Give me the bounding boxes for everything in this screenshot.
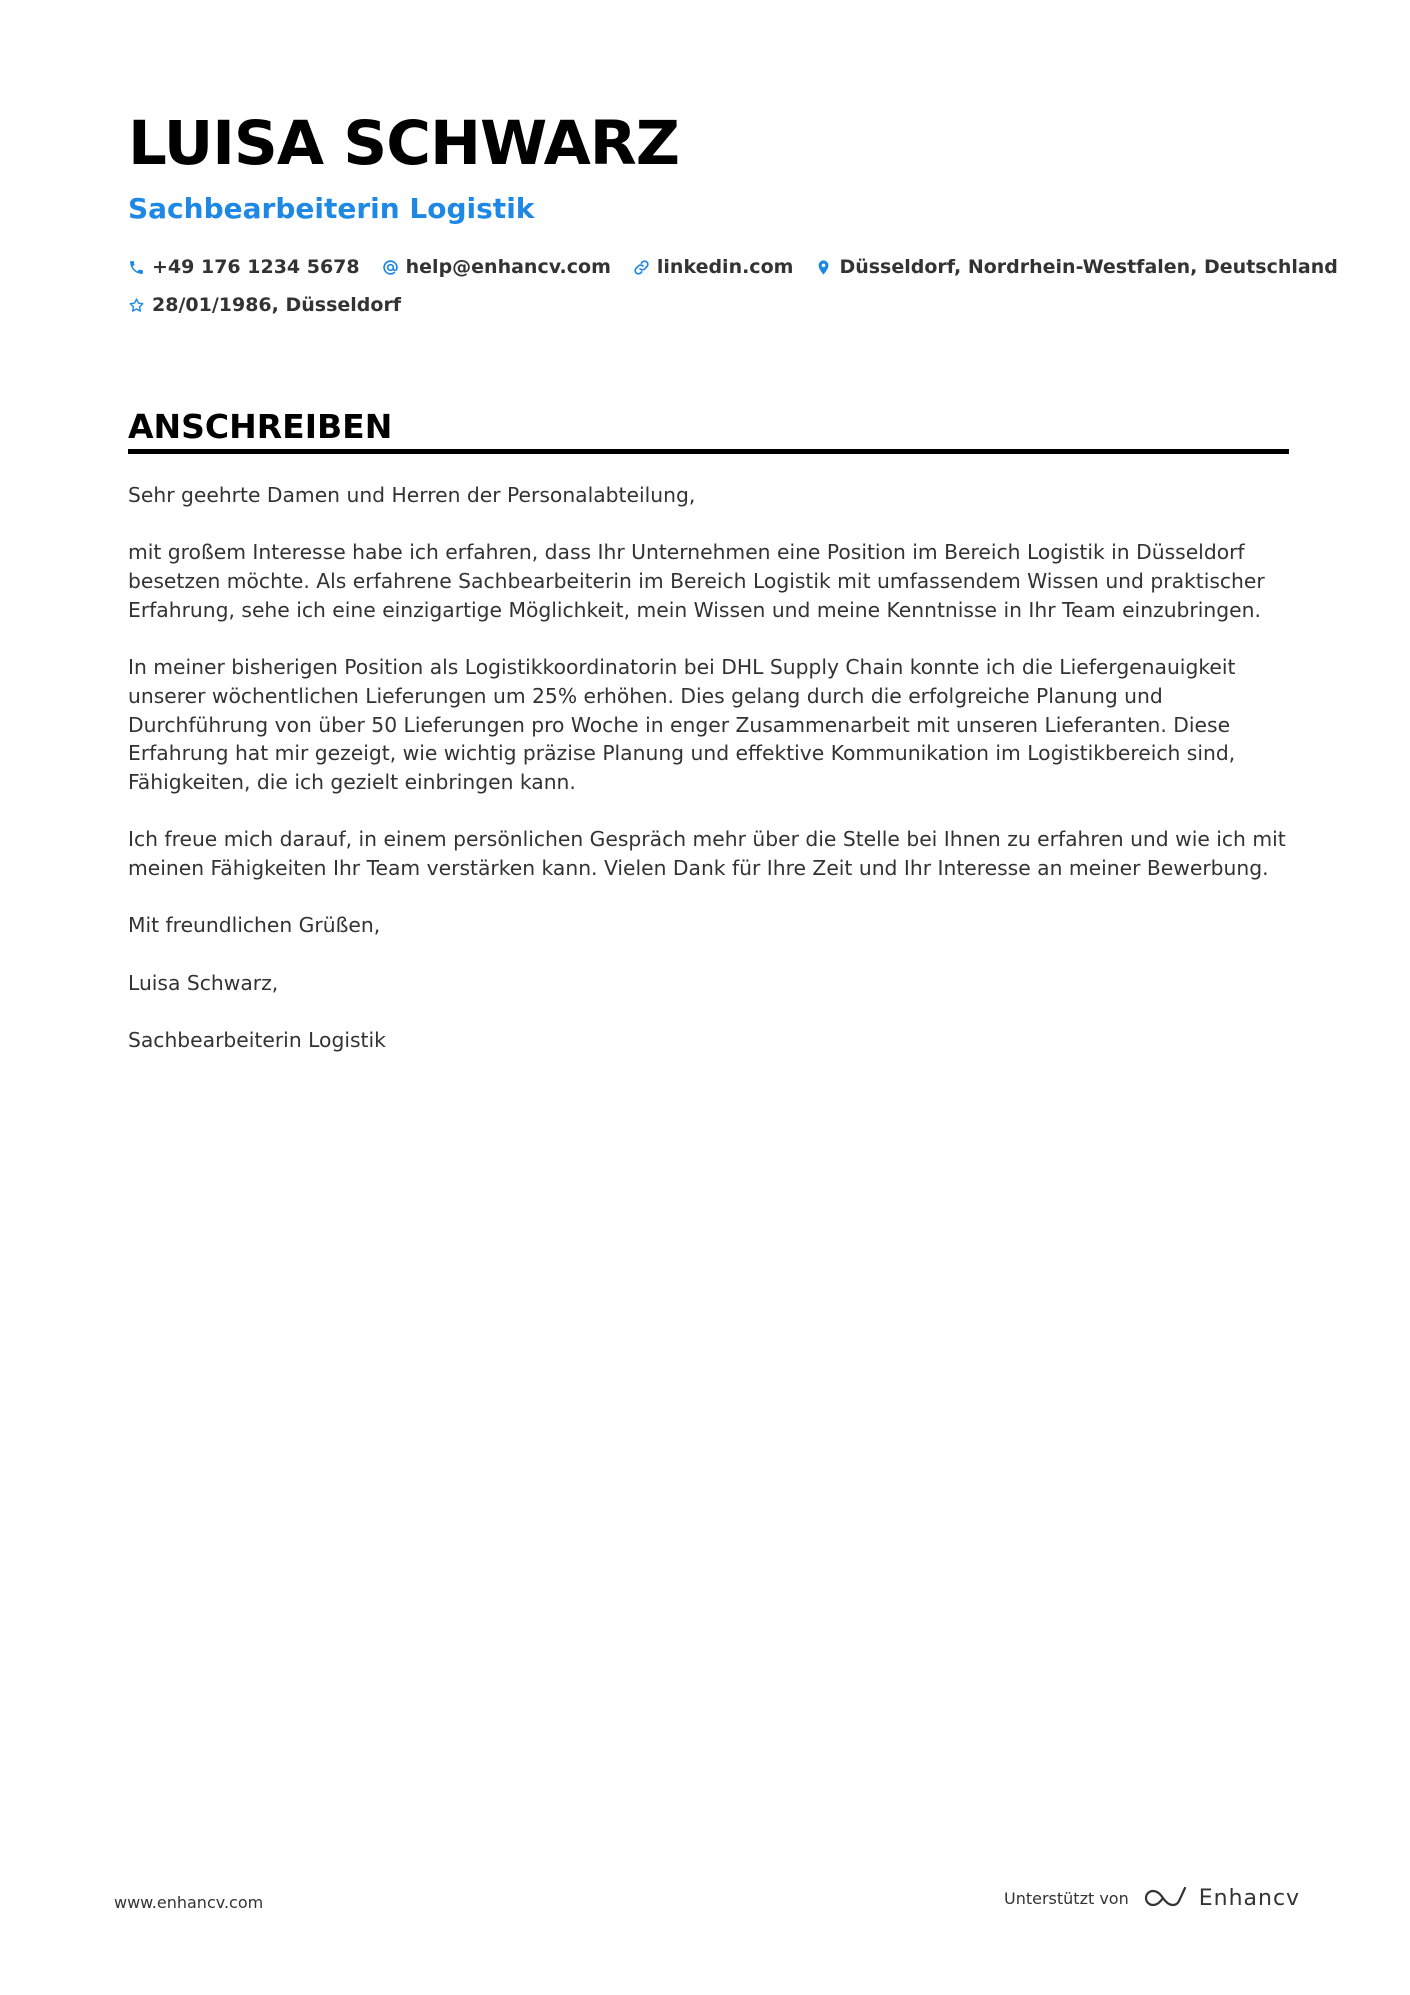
link-icon [633,259,650,276]
contact-phone [128,256,360,278]
candidate-name: LUISA SCHWARZ [128,108,680,179]
footer-brand[interactable] [1004,1885,1300,1911]
contact-email[interactable] [382,256,611,278]
contact-linkedin[interactable] [633,256,794,278]
candidate-job-title: Sachbearbeiterin Logistik [128,192,535,225]
letter-paragraph-1: mit großem Interesse habe ich erfahren, dass Ihr Unternehmen eine Position im Bereich Logistik in Düsseldorf besetzen möchte. Als erfahrene Sachbearbeiterin im Bereich Logistik mit umfassendem Wissen und praktischer Erfahrung, sehe ich eine einzigartige Möglichkeit, mein Wissen und meine Kenntnisse in Ihr Team einzubringen. [128,540,1265,622]
letter-body [128,481,1291,1084]
phone-number: +49 176 1234 5678 [152,256,360,278]
linkedin-link[interactable]: linkedin.com [656,256,794,278]
email-address[interactable]: help@enhancv.com [405,256,611,278]
section-divider [128,449,1289,454]
letter-paragraph-3: Ich freue mich darauf, in einem persönlichen Gespräch mehr über die Stelle bei Ihnen zu erfahren und wie ich mit meinen Fähigkeiten Ihr Team verstärken kann. Vielen Dank für Ihre Zeit und Ihr Interesse an meiner Bewerbung. [128,827,1286,881]
letter-closing: Mit freundlichen Grüßen, [128,913,381,938]
contact-location [815,256,1337,278]
section-title-anschreiben: ANSCHREIBEN [128,407,393,446]
star-icon [128,297,145,314]
at-icon [382,259,399,276]
contact-birth [128,294,401,316]
birth-date-place: 28/01/1986, Düsseldorf [152,294,402,316]
footer-powered-by: Unterstützt von [1004,1888,1129,1908]
footer-brand-name: Enhancv [1198,1885,1301,1911]
location-pin-icon [815,259,832,276]
contact-info [128,253,1338,329]
enhancv-logo-icon [1141,1885,1189,1911]
footer-website-link[interactable]: www.enhancv.com [114,1893,264,1912]
location-text: Düsseldorf, Nordrhein-Westfalen, Deutschland [839,256,1338,278]
letter-salutation: Sehr geehrte Damen und Herren der Personalabteilung, [128,483,696,507]
phone-icon [128,259,145,276]
letter-signature-title: Sachbearbeiterin Logistik [128,1028,386,1053]
letter-signature-name: Luisa Schwarz, [128,970,279,995]
contact-row-2 [128,291,1288,319]
contact-row-1 [128,253,1338,281]
letter-paragraph-2: In meiner bisherigen Position als Logistikkoordinatorin bei DHL Supply Chain konnte ich die Liefergenauigkeit unserer wöchentlichen Lieferungen um 25% erhöhen. Dies gelang durch die erfolgreiche Planung und Durchführung von über 50 Lieferungen pro Woche in enger Zusammenarbeit mit unseren Lieferanten. Diese Erfahrung hat mir gezeigt, wie wichtig präzise Planung und effektive Kommunikation im Logistikbereich sind, Fähigkeiten, die ich gezielt einbringen kann. [128,655,1236,794]
